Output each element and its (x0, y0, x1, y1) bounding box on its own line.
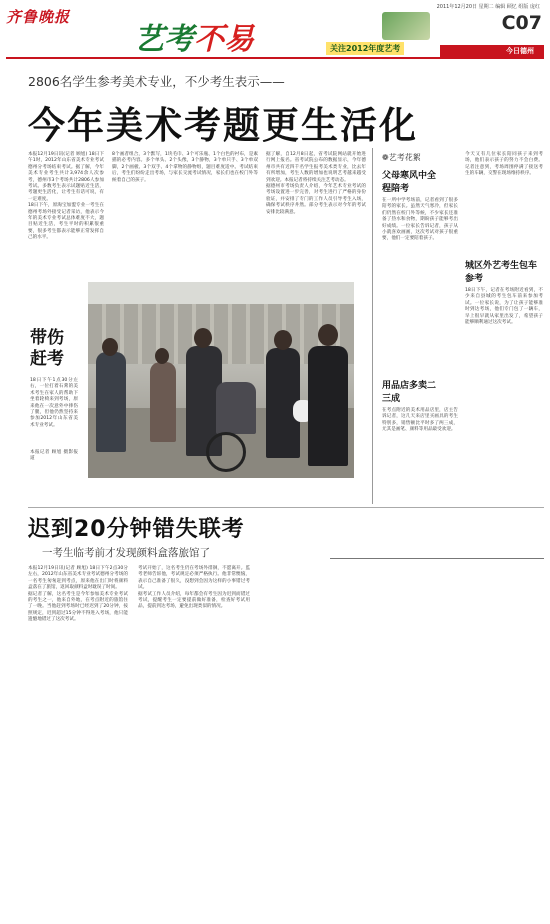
section-banner (120, 10, 430, 56)
sidebar-item3-body: 18日下午，记者在考场附近看到，不少来自县城的考生包车前来参加考试。一位家长说，为了让孩子能够准时到达考场，他们专门包了一辆车，早上很早就从家里出发了，希望孩子能够顺利通过这次考试。 (465, 288, 543, 326)
news-photo (88, 282, 354, 478)
sidebar-header: ❁艺考花絮 (382, 153, 421, 162)
lead-body-col1: 本报12月19日讯(记者 顾旭) 18日下午1时，2012年山东省美术专业考试德州分考场结束考试。据了解，今年美术专业考生共计3,974余人次参考，德州市3个考场共计2806人参加考试。多数考生表示试题贴近生活，考题更生活化，让考生有话可说，有一定难度。 18日下午，原淘宝加盟专业一考生在德州考场外接受记者采访，他表示今年的美术专业考试总体难度不大，题目贴近生活，考生平时的积累很重要，很多考生都表示能够正常发挥自己的水平。 (28, 152, 104, 241)
newspaper-logo: 齐鲁晚报 (6, 8, 71, 26)
sidebar-item2-body: 在考点附近的美术用品店里，店主告诉记者，这几天来店里买画具的考生特别多，销售额比平时多了两三成，尤其是画笔、颜料等用品最受欢迎。 (382, 408, 458, 433)
lead-body-col2: 8个画者组合，3个默写，1块毛巾、3个可乐瓶、1个白色的衬布，是素描的必考内容。多个单头、2个头像，3个静物，3个单只手、3个单双脚，2个画板、3个双手、4个拿物的静物组，题目难度适中。考试结束后，考生们纷纷走出考场，与家长交流考试情况，家长们也在校门外等候着自己的孩子。 (112, 152, 258, 183)
lead-body-col3: 据了解，自12月8日起，省考试院网站就开始进行网上报名。省考试院公布的数据显示，今年德州市共有近四千名学生报考美术类专业，比去年有所增加，考生人数的增加也说明艺考越来越受到欢迎。本报记者将持续关注艺考动态。 据德州市考场负责人介绍，今年艺术专业考试的考场设置进一步完善，对考生进行了严格的身份验证，并安排了专门的工作人员引导考生入场，确保考试秩序井然。部分考生表示对今年的考试安排比较满意。 (266, 152, 366, 215)
photo-caption: 18日下午1点30分左右，一位打着石膏的美术考生在家人的帮助下坐着轮椅来到考场，原来他在一次意外中摔伤了腿，但他仍然坚持来参加2012年山东省美术专业考试。 (30, 378, 78, 428)
second-headline: 迟到20分钟错失联考 (28, 517, 245, 542)
banner-title: 艺考不易 (134, 22, 254, 57)
sidebar-item2-title: 用品店多卖二三成 (382, 381, 437, 404)
photo-credit: 本报记者 顾旭 摄影报道 (30, 450, 78, 462)
masthead (0, 0, 550, 64)
sidebar-item1-body: 在一所中学考场前，记者看到了很多陪考的家长。虽然天气寒冷，但家长们仍然在校门外等候，不少家长还准备了热水和食物，期盼孩子能够考出好成绩。一位家长告诉记者，孩子从小就喜欢画画，这次考试对孩子很重要，他们一定要陪着孩子。 (382, 198, 458, 242)
photo-title: 带伤赶考 (30, 328, 64, 369)
sidebar-item1-title: 父母寒风中全程陪考 (382, 171, 437, 194)
banner-subtitle: 关注2012年度艺考 (326, 42, 404, 55)
page-number: C07 (501, 12, 542, 34)
dateline: 2011年12月20日 星期二 编辑 顾忆 组版 庞红 (436, 4, 540, 10)
second-body-col1: 本报12月19日讯(记者 顾旭) 18日下午2点30分左右，2012年山东省美术专业考试德州分考场的一名考生匆匆赶到考点，原来他在出门时将颜料盒落在了旅馆，返回取颜料盒时耽误了时间。 据记者了解，这名考生是今年参加美术专业考试的考生之一，他来自外地，在考点附近的旅馆住了一晚。当他赶到考场时已经迟到了20分钟，按照规定，迟到超过15分钟不得进入考场，他只能遗憾地错过了这次考试。 (28, 566, 128, 623)
sidebar-item3-title: 城区外艺考生包车参考 (465, 261, 538, 284)
art-students-illustration (382, 12, 430, 40)
lead-headline: 今年美术考题更生活化 (28, 104, 418, 147)
subhead-rule (330, 558, 544, 559)
flower-icon: ❁ (382, 153, 389, 162)
header-rule (6, 57, 544, 59)
second-body-col2: 考试开始了，这名考生仍在考场外徘徊，不愿离开。监考老师告诉他，考试规定必须严格执行。他非常懊恼，表示自己准备了很久，没想到会因为这样的小事错过考试。 据考试工作人员介绍，每年都会有考生因为迟到而错过考试，提醒考生一定要提前做好准备，检查好考试用品，提前到达考场，避免出现类似的情况。 (138, 566, 250, 610)
section-tag: 今日德州 (440, 45, 544, 58)
lead-kicker: 2806名学生参考美术专业，不少考生表示—— (28, 74, 285, 89)
sidebar-divider (372, 148, 373, 504)
section-divider (28, 507, 544, 508)
second-subhead: 一考生临考前才发现颜料盒落旅馆了 (42, 547, 210, 559)
sidebar-item4-body: 今天又有几位家长陪同孩子来到考场，他们表示孩子的努力不会白费。记者注意到，考场周围停满了接送考生的车辆，交警在现场维持秩序。 (465, 152, 543, 177)
